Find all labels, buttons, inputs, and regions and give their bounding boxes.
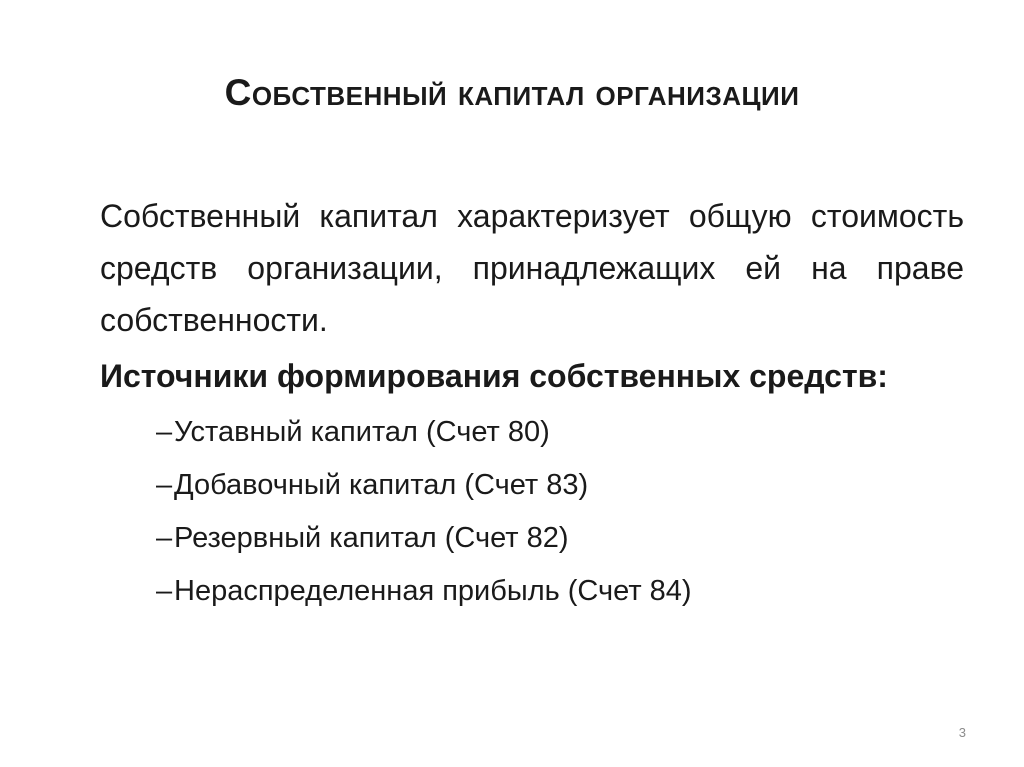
list-item-text: Резервный капитал (Счет 82) [174, 522, 569, 554]
page-number: 3 [958, 725, 966, 740]
list-item-text: Добавочный капитал (Счет 83) [174, 469, 589, 501]
slide-title: Собственный капитал организации [224, 72, 800, 113]
dash-bullet-icon: – [156, 522, 173, 554]
list-item [156, 459, 964, 512]
sources-heading: Источники формирования собственных средств: [100, 358, 888, 394]
list-item [156, 565, 964, 618]
dash-bullet-icon: – [156, 469, 173, 501]
dash-bullet-icon: – [156, 416, 173, 448]
slide-content [100, 190, 964, 618]
list-item [156, 512, 964, 565]
list-item [156, 406, 964, 459]
list-item-text: Нераспределенная прибыль (Счет 84) [174, 575, 692, 607]
dash-bullet-icon: – [156, 575, 173, 607]
list-item-text: Уставный капитал (Счет 80) [174, 416, 550, 448]
sources-list [100, 406, 964, 618]
definition-text: Собственный капитал характеризует общую стоимость средств организации, принадлежащих ей на праве собственности. [100, 198, 964, 338]
